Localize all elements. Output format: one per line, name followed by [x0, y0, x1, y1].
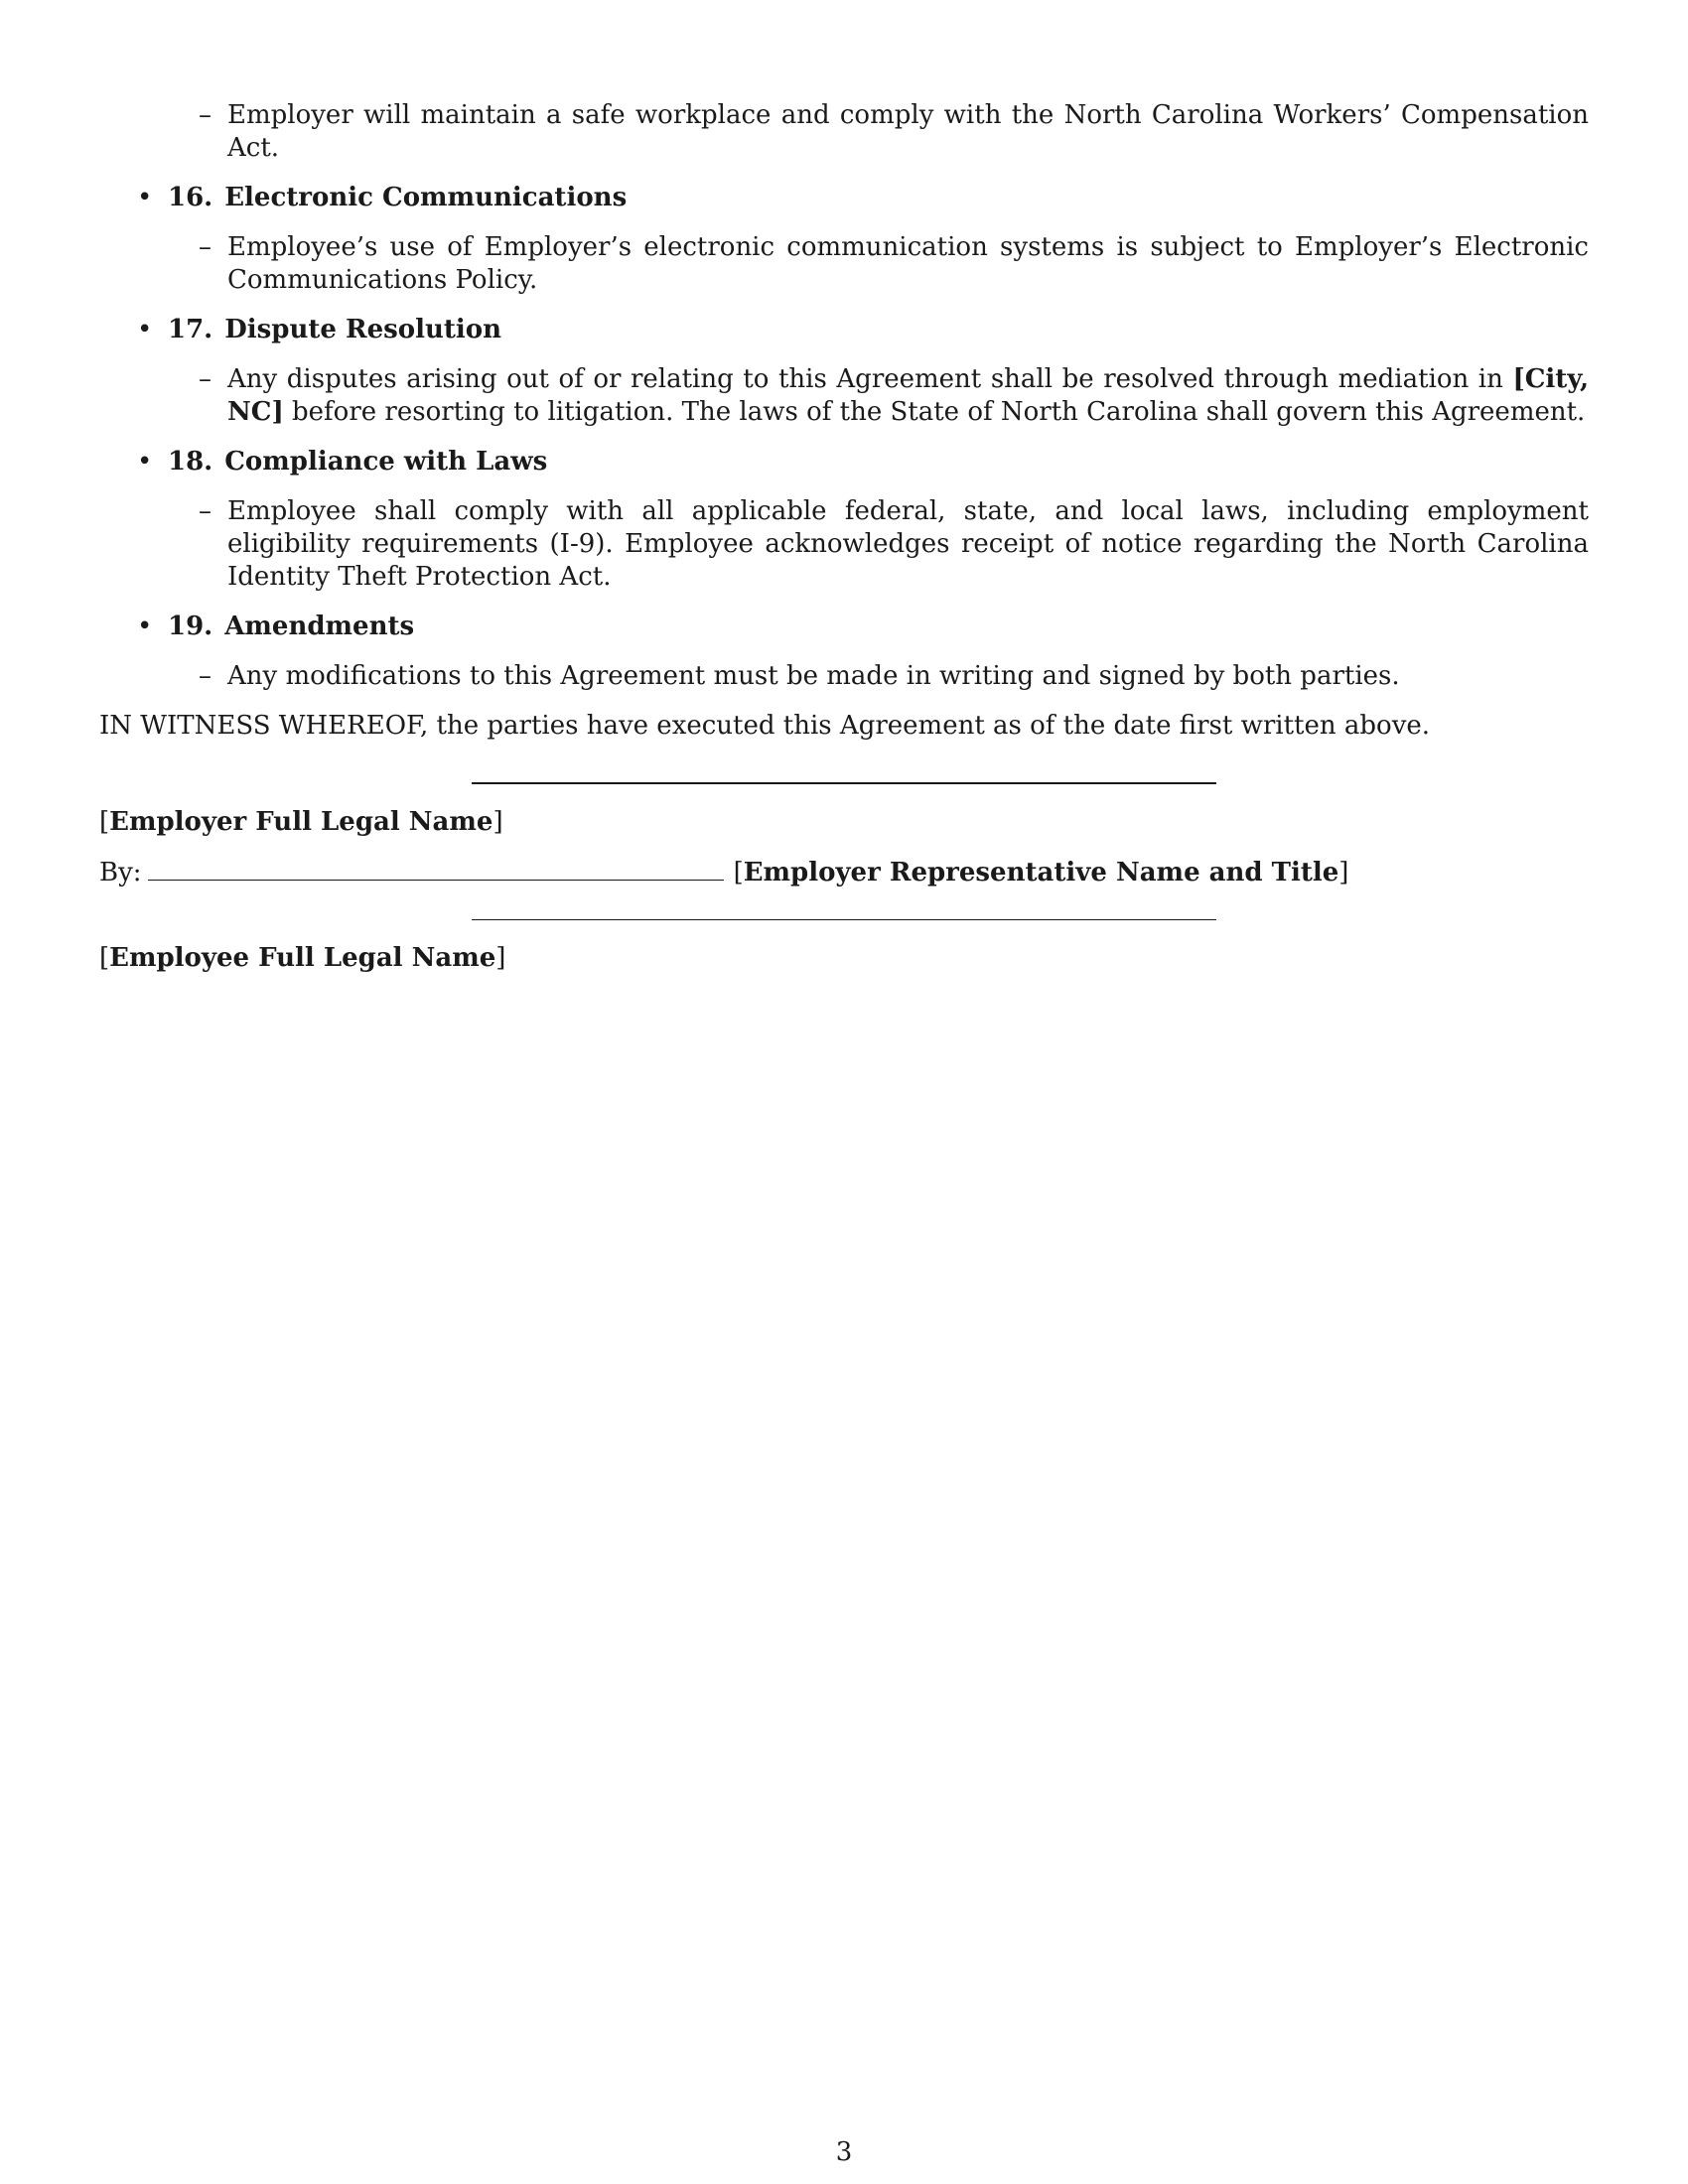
section-19-heading	[137, 611, 1589, 643]
dash-marker: –	[199, 661, 211, 691]
document-body	[99, 99, 1589, 975]
representative-name-placeholder: Employer Representative Name and Title	[743, 858, 1339, 887]
bracket-close: ]	[1338, 858, 1349, 887]
bullet-marker: •	[137, 183, 153, 212]
by-label: By:	[99, 858, 142, 887]
section-16-text: Employee’s use of Employer’s electronic communication systems is subject to Employer’s Electronic Communications Policy.	[227, 232, 1589, 295]
dash-marker: –	[199, 496, 211, 526]
bracket-close: ]	[495, 943, 506, 973]
bracket-open: [	[99, 807, 110, 837]
dash-marker: –	[199, 100, 211, 130]
page-number: 3	[835, 2137, 853, 2167]
section-16-heading	[137, 182, 1589, 214]
section-number: 19.	[168, 612, 213, 641]
witness-clause: IN WITNESS WHEREOF, the parties have executed this Agreement as of the date first written above.	[99, 711, 1431, 741]
section-19-text: Any modifications to this Agreement must be made in writing and signed by both parties.	[227, 661, 1400, 691]
representative-row	[99, 856, 1589, 889]
section-title: Amendments	[224, 612, 415, 641]
bullet-marker: •	[137, 447, 153, 477]
section-title: Electronic Communications	[224, 183, 628, 212]
dash-marker: –	[199, 364, 211, 394]
section-17-heading	[137, 314, 1589, 346]
section-number: 18.	[168, 447, 213, 477]
bracket-close: ]	[492, 807, 503, 837]
section-number: 16.	[168, 183, 213, 212]
bullet-marker: •	[137, 612, 153, 641]
bracket-open: [	[733, 858, 744, 887]
section-18-item	[199, 495, 1589, 594]
representative-signature-blank	[148, 856, 724, 881]
workers-comp-item	[199, 99, 1589, 165]
dash-marker: –	[199, 232, 211, 262]
section-title: Dispute Resolution	[224, 315, 502, 344]
bracket-open: [	[99, 943, 110, 973]
workers-comp-text: Employer will maintain a safe workplace and comply with the North Carolina Workers’ Compensation Act.	[227, 100, 1589, 163]
section-17-text-after: before resorting to litigation. The laws of the State of North Carolina shall govern this Agreement.	[283, 397, 1586, 427]
section-19-item	[199, 660, 1589, 693]
section-17-item	[199, 363, 1589, 429]
employee-name-block	[99, 942, 1589, 975]
city-placeholder: [City, NC]	[227, 364, 1589, 427]
section-17-text-before: Any disputes arising out of or relating to this Agreement shall be resolved through mediation in	[227, 364, 1513, 394]
section-title: Compliance with Laws	[224, 447, 548, 477]
employer-signature-line	[472, 782, 1216, 784]
bullet-marker: •	[137, 315, 153, 344]
employer-name-block	[99, 806, 1589, 839]
section-16-item	[199, 231, 1589, 297]
employee-name-placeholder: Employee Full Legal Name	[109, 943, 496, 973]
employer-name-placeholder: Employer Full Legal Name	[109, 807, 493, 837]
employee-signature-line	[472, 919, 1216, 920]
section-number: 17.	[168, 315, 213, 344]
section-18-text: Employee shall comply with all applicable federal, state, and local laws, including employment eligibility requirements (I-9). Employee acknowledges receipt of notice regarding the North Carolina Identity Theft Protection Act.	[227, 496, 1589, 592]
section-18-heading	[137, 446, 1589, 478]
